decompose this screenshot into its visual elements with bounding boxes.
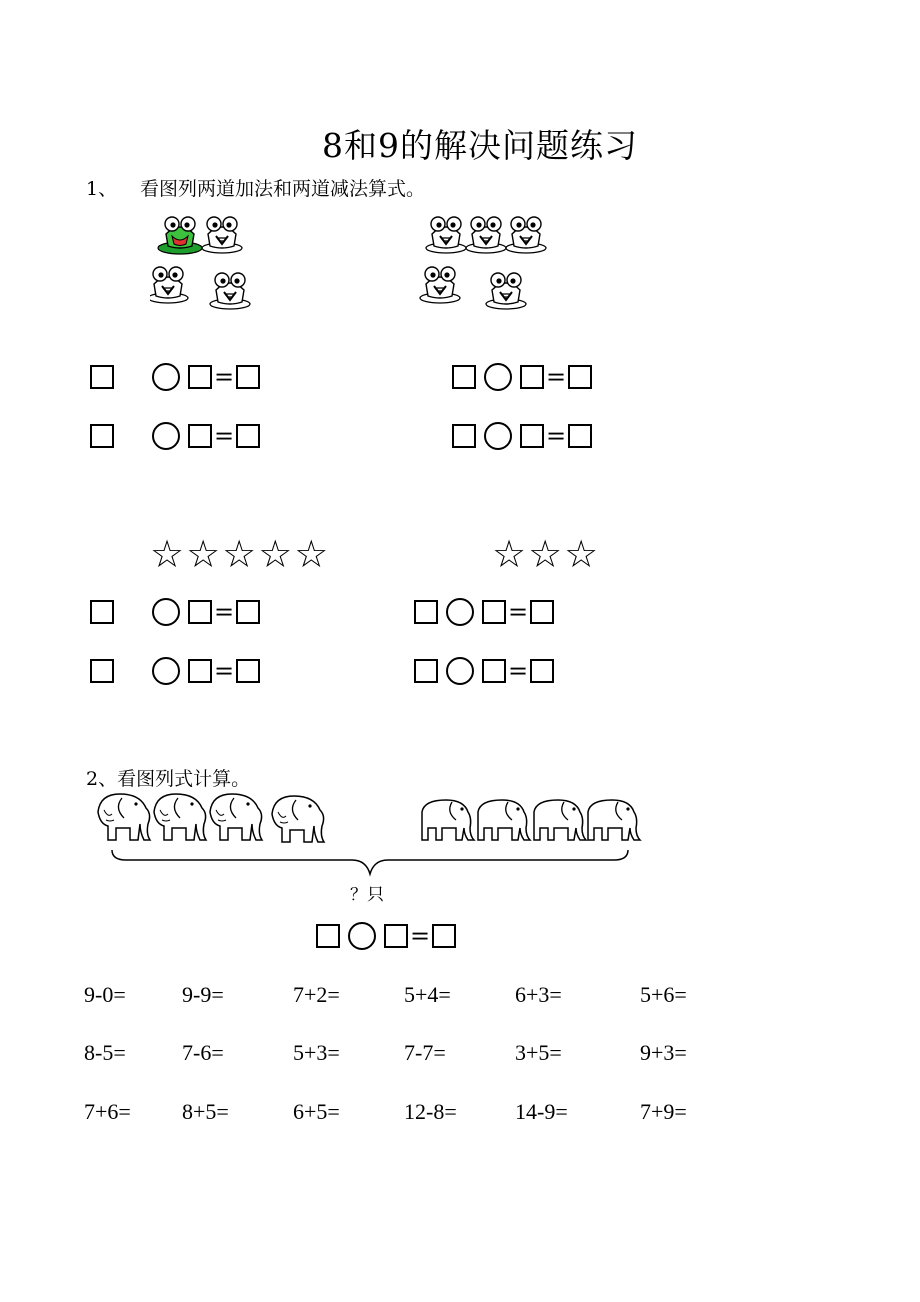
blank-box[interactable]	[236, 659, 260, 683]
calc-item: 12-8=	[404, 1099, 457, 1124]
calc-item: 6+3=	[515, 982, 562, 1007]
blank-operator-circle[interactable]	[152, 598, 180, 626]
calc-item: 5+6=	[640, 982, 687, 1007]
blank-operator-circle[interactable]	[348, 922, 376, 950]
blank-box[interactable]	[90, 365, 114, 389]
blank-operator-circle[interactable]	[446, 657, 474, 685]
frogs-illustration	[150, 208, 570, 314]
equation-1a	[90, 360, 260, 394]
blank-box[interactable]	[452, 365, 476, 389]
calc-item: 7-6=	[182, 1040, 224, 1065]
stars-left: ☆☆☆☆☆	[150, 532, 331, 576]
calc-item: 7+2=	[293, 982, 340, 1007]
blank-box[interactable]	[90, 424, 114, 448]
blank-box[interactable]	[90, 659, 114, 683]
equation-1c	[452, 360, 592, 394]
blank-box[interactable]	[236, 365, 260, 389]
blank-box[interactable]	[188, 600, 212, 624]
calc-item: 7-7=	[404, 1040, 446, 1065]
calc-item: 9+3=	[640, 1040, 687, 1065]
question-1-number: 1、	[86, 178, 118, 200]
blank-box[interactable]	[482, 659, 506, 683]
blank-box[interactable]	[236, 600, 260, 624]
elephants-illustration	[90, 788, 650, 878]
blank-box[interactable]	[568, 365, 592, 389]
equal-sign: =	[546, 363, 567, 391]
blank-box[interactable]	[414, 600, 438, 624]
equal-sign: =	[214, 363, 235, 391]
equation-1d	[452, 419, 592, 453]
blank-box[interactable]	[530, 659, 554, 683]
brace-label: ？只	[350, 885, 384, 905]
question-1-instruction: 看图列两道加法和两道减法算式。	[140, 178, 426, 200]
blank-box[interactable]	[482, 600, 506, 624]
calc-item: 8+5=	[182, 1099, 229, 1124]
blank-box[interactable]	[188, 424, 212, 448]
equation-1h	[414, 654, 554, 688]
equal-sign: =	[508, 598, 529, 626]
calc-item: 5+4=	[404, 982, 451, 1007]
calc-item: 5+3=	[293, 1040, 340, 1065]
blank-operator-circle[interactable]	[152, 422, 180, 450]
equation-1f	[90, 654, 260, 688]
stars-right: ☆☆☆	[492, 532, 601, 576]
blank-box[interactable]	[316, 924, 340, 948]
blank-box[interactable]	[530, 600, 554, 624]
blank-operator-circle[interactable]	[484, 422, 512, 450]
calc-item: 7+6=	[84, 1099, 131, 1124]
blank-box[interactable]	[188, 365, 212, 389]
equation-1g	[414, 595, 554, 629]
calc-item: 8-5=	[84, 1040, 126, 1065]
blank-box[interactable]	[414, 659, 438, 683]
blank-operator-circle[interactable]	[484, 363, 512, 391]
equal-sign: =	[546, 422, 567, 450]
equal-sign: =	[508, 657, 529, 685]
equation-1b	[90, 419, 260, 453]
blank-box[interactable]	[90, 600, 114, 624]
blank-box[interactable]	[432, 924, 456, 948]
equal-sign: =	[410, 922, 431, 950]
blank-box[interactable]	[520, 365, 544, 389]
page-title: 8和9的解决问题练习	[322, 126, 638, 165]
blank-box[interactable]	[520, 424, 544, 448]
blank-box[interactable]	[188, 659, 212, 683]
blank-operator-circle[interactable]	[152, 363, 180, 391]
calc-item: 9-0=	[84, 982, 126, 1007]
blank-box[interactable]	[568, 424, 592, 448]
calc-item: 3+5=	[515, 1040, 562, 1065]
equation-2	[316, 919, 456, 953]
equation-1e	[90, 595, 260, 629]
blank-box[interactable]	[384, 924, 408, 948]
equal-sign: =	[214, 422, 235, 450]
blank-operator-circle[interactable]	[152, 657, 180, 685]
blank-box[interactable]	[236, 424, 260, 448]
question-2-instruction: 2、看图列式计算。	[86, 768, 251, 790]
equal-sign: =	[214, 657, 235, 685]
blank-box[interactable]	[452, 424, 476, 448]
calc-item: 14-9=	[515, 1099, 568, 1124]
equal-sign: =	[214, 598, 235, 626]
calc-item: 6+5=	[293, 1099, 340, 1124]
calc-item: 7+9=	[640, 1099, 687, 1124]
blank-operator-circle[interactable]	[446, 598, 474, 626]
calc-item: 9-9=	[182, 982, 224, 1007]
